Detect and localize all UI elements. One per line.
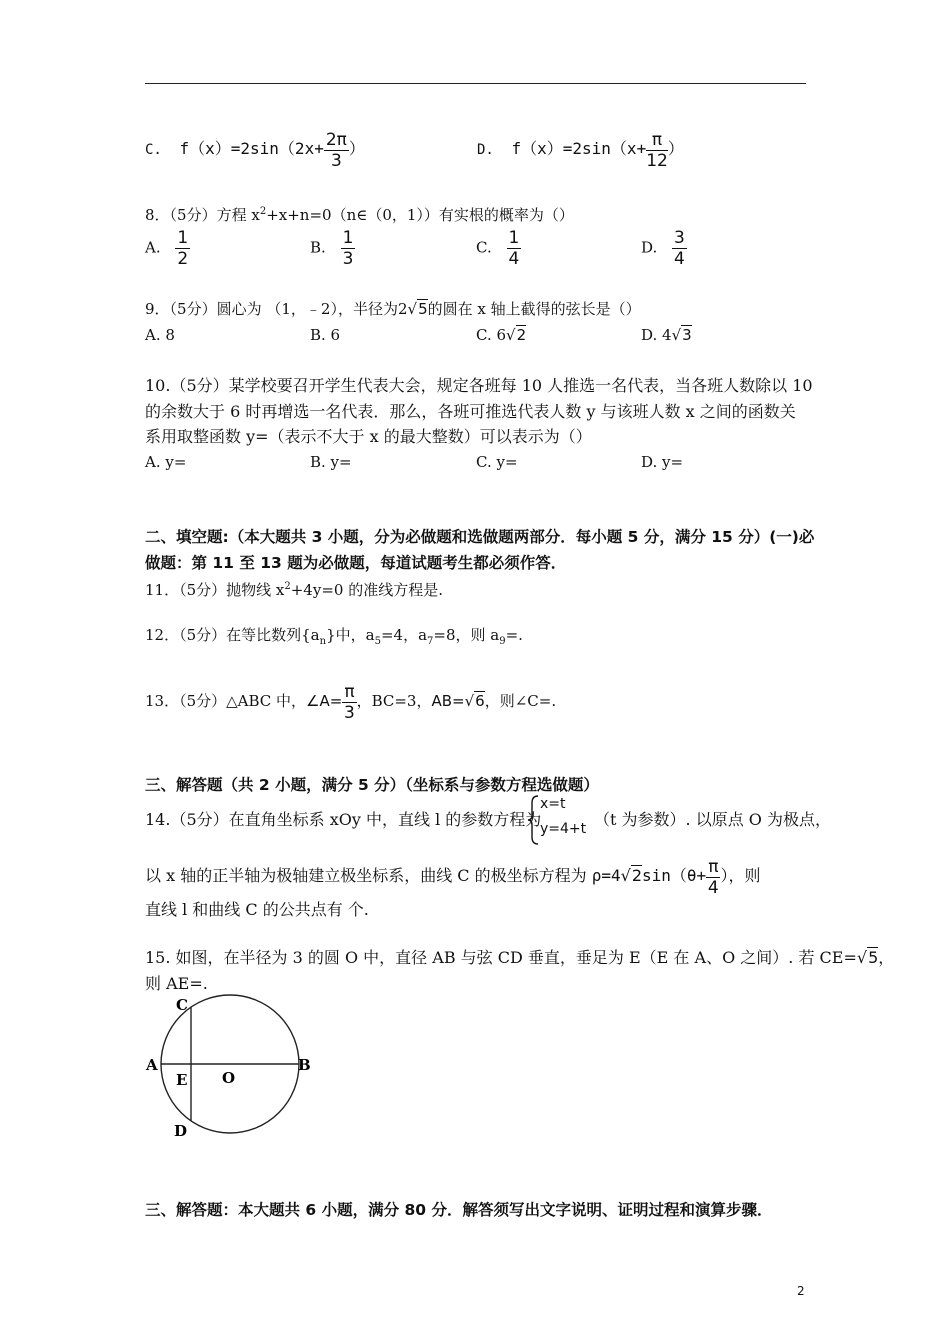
q10-line1: 10.（5分）某学校要召开学生代表大会，规定各班每 10 人推选一名代表，当各班人数除以 10	[145, 376, 813, 395]
section2-title-line2: 做题：第 11 至 13 题为必做题，每道试题考生都必须作答．	[145, 554, 567, 572]
q14-line2: 以 x 轴的正半轴为极轴建立极坐标系，曲线 C 的极坐标方程为 ρ=4√2sin（θ+ $\frac{\pi}{4}$ ），则	[145, 857, 761, 898]
q9-option-a: A. 8	[145, 326, 175, 344]
brace-icon	[528, 795, 540, 845]
label-a: A	[146, 1056, 158, 1074]
q13: 13．（5分）△ABC 中，∠A= $\frac{\pi}{3}$ ，BC=3，AB=√6，则∠C=.	[145, 682, 557, 723]
q15-line1: 15. 如图，在半径为 3 的圆 O 中，直径 AB 与弦 CD 垂直，垂足为 E（E 在 A、O 之间）. 若 CE=√5，	[145, 948, 895, 967]
q8-option-d: D. $\frac{3}{4}$	[641, 228, 685, 269]
q9-option-c: C. 6√2	[476, 326, 527, 344]
q14-line3: 直线 l 和曲线 C 的公共点有 个.	[145, 900, 369, 919]
page-number: 2	[797, 1284, 805, 1298]
q10-option-a: A. y=	[145, 453, 187, 471]
q10-option-d: D. y=	[641, 453, 684, 471]
q7-option-d: D. f（x）=2sin（x+ $\frac{\pi}{12}$ ）	[477, 130, 684, 171]
label-b: B	[298, 1056, 311, 1074]
section3a-title: 三、解答题（共 2 小题，满分 5 分）（坐标系与参数方程选做题）	[145, 776, 599, 794]
q15-circle-figure	[140, 993, 320, 1143]
q9-option-d: D. 4√3	[641, 326, 692, 344]
q8-option-c: C. $\frac{1}{4}$	[476, 228, 520, 269]
q15-line2: 则 AE=.	[145, 974, 208, 993]
q10-option-b: B. y=	[310, 453, 352, 471]
q10-line3: 系用取整函数 y=（表示不大于 x 的最大整数）可以表示为（）	[145, 427, 592, 446]
q8-stem: 8．（5分）方程 $x^2+x+n=0(n\in(0$，1））有实根的概率为（）	[145, 206, 574, 224]
q14-eq1: x=t	[540, 796, 566, 812]
label-o: O	[222, 1069, 236, 1087]
q7-option-c: C. f（x）=2sin（2x+ $\frac{2\pi}{3}$ ）	[145, 130, 365, 171]
label-e: E	[176, 1071, 188, 1089]
q8-option-a: A. $\frac{1}{2}$	[145, 228, 189, 269]
q14-line1-tail: （t 为参数）. 以原点 O 为极点，	[594, 810, 831, 829]
q14-parametric-system	[528, 795, 588, 845]
q9-option-b: B. 6	[310, 326, 341, 344]
section3b-title: 三、解答题：本大题共 6 小题，满分 80 分．解答须写出文字说明、证明过程和演算步骤．	[145, 1201, 773, 1219]
q12: 12．（5分）在等比数列$\{a_n\}$中，$a_5=4$，$a_7=8$，则 $a_9=$.	[145, 626, 523, 647]
q14-line1: 14.（5分）在直角坐标系 xOy 中，直线 l 的参数方程为	[145, 810, 542, 829]
section2-title-line1: 二、填空题:（本大题共 3 小题，分为必做题和选做题两部分．每小题 5 分，满分 15 分）(一)必	[145, 528, 815, 546]
header-rule	[145, 83, 806, 84]
q9-stem: 9．（5分）圆心为 （1，﹣2），半径为2√5的圆在 x 轴上截得的弦长是（）	[145, 300, 641, 318]
label-c: C	[176, 996, 188, 1014]
q10-line2: 的余数大于 6 时再增选一名代表．那么，各班可推选代表人数 y 与该班人数 x 之间的函数关	[145, 402, 796, 421]
q10-option-c: C. y=	[476, 453, 518, 471]
q11: 11．（5分）抛物线 $x^2+4y=0$ 的准线方程是.	[145, 581, 443, 599]
q8-option-b: B. $\frac{1}{3}$	[310, 228, 354, 269]
label-d: D	[174, 1122, 188, 1140]
q14-eq2: y=4+t	[540, 821, 587, 837]
